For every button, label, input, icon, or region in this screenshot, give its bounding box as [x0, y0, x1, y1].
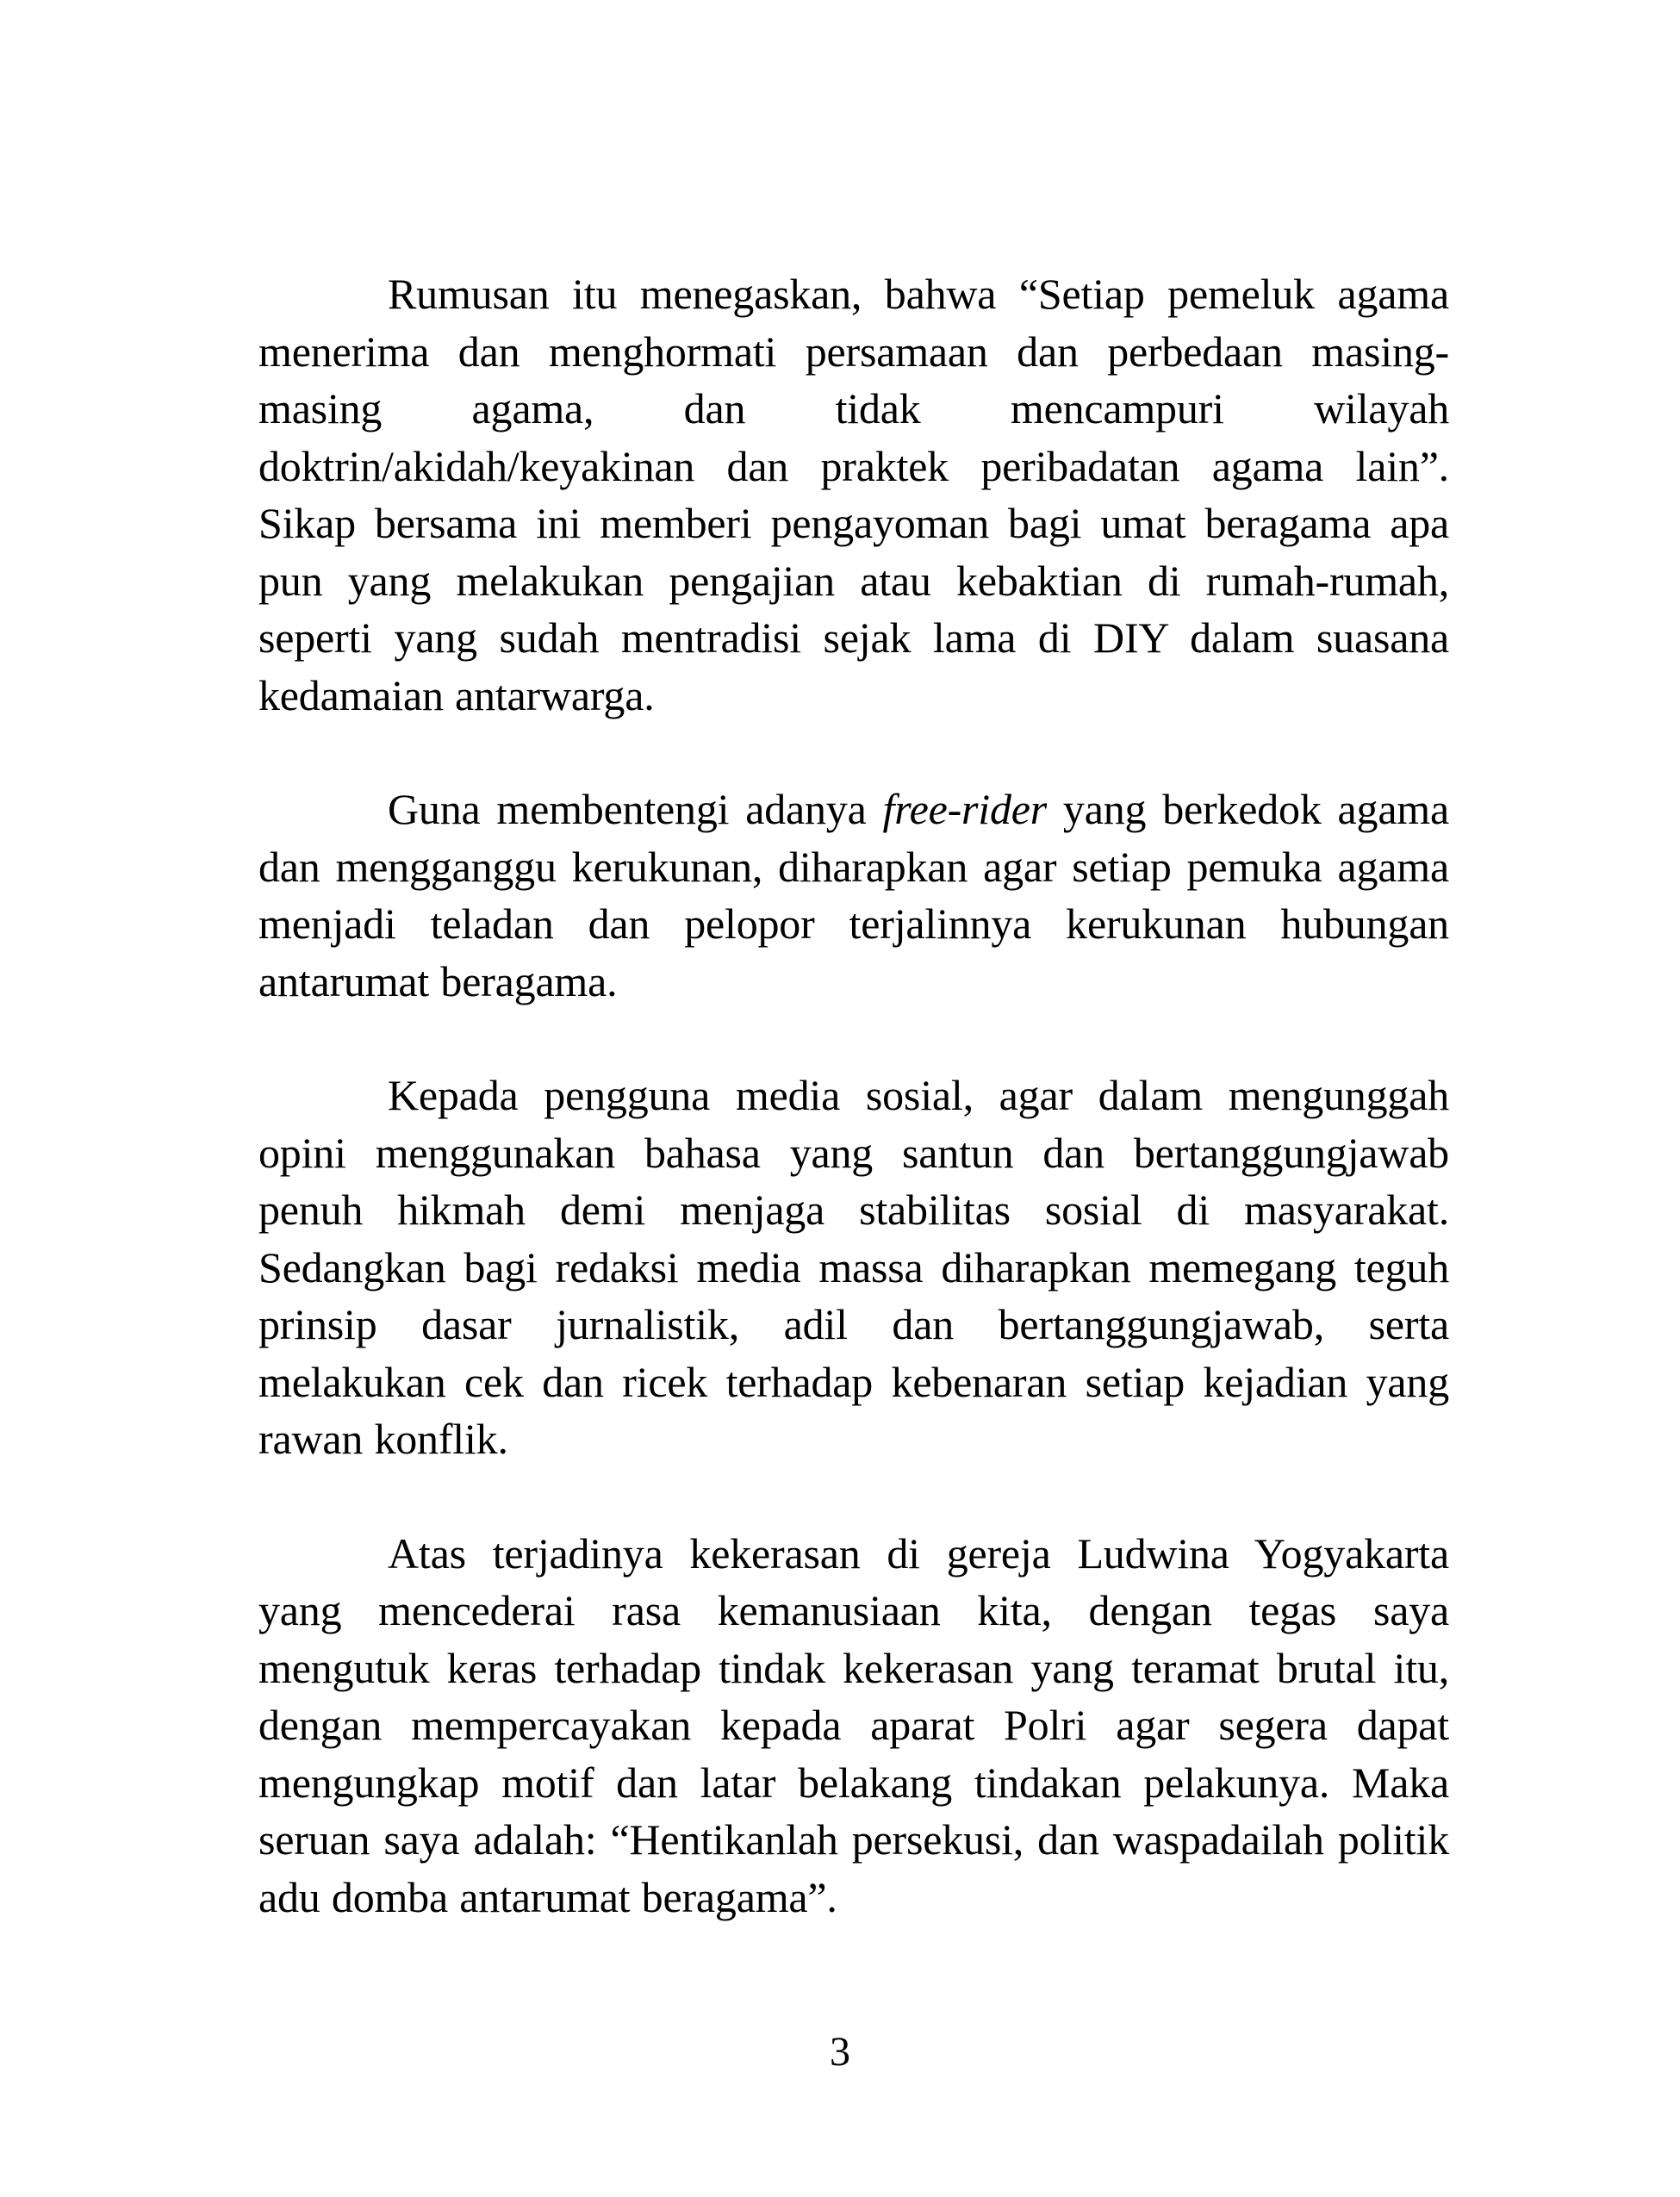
paragraph-rumusan: Rumusan itu menegaskan, bahwa “Setiap pemeluk agama menerima dan menghormati persamaan dan perbedaan masing-masing agama, dan tidak mencampuri wilayah doktrin/akidah/keyakinan dan praktek peribadatan agama lain”. Sikap bersama ini memberi pengayoman bagi umat beragama apa pun yang melakukan pengajian atau kebaktian di rumah-rumah, seperti yang sudah mentradisi sejak lama di DIY dalam suasana kedamaian antarwarga.: [258, 270, 1449, 719]
paragraph-media-sosial: Kepada pengguna media sosial, agar dalam mengunggah opini menggunakan bahasa yang santun dan bertanggungjawab penuh hikmah demi menjaga stabilitas sosial di masyarakat. Sedangkan bagi redaksi media massa diharapkan memegang teguh prinsip dasar jurnalistik, adil dan bertanggungjawab, serta melakukan cek dan ricek terhadap kebenaran setiap kejadian yang rawan konflik.: [258, 1071, 1449, 1463]
paragraph-free-rider-rest: yang berkedok agama dan mengganggu kerukunan, diharapkan agar setiap pemuka agama menjadi teladan dan pelopor terjalinnya kerukunan hubungan antarumat beragama.: [258, 785, 1449, 1005]
paragraph-free-rider: [258, 781, 1449, 1010]
page-number: 3: [830, 2029, 850, 2075]
document-page-body: [258, 265, 1449, 1926]
italic-term-free-rider: free-rider: [882, 785, 1048, 833]
paragraph-free-rider-lead: Guna membentengi adanya: [388, 785, 883, 833]
paragraph-ludwina: Atas terjadinya kekerasan di gereja Ludwina Yogyakarta yang mencederai rasa kemanusiaan kita, dengan tegas saya mengutuk keras terhadap tindak kekerasan yang teramat brutal itu, dengan mempercayakan kepada aparat Polri agar segera dapat mengungkap motif dan latar belakang tindakan pelakunya. Maka seruan saya adalah: “Hentikanlah persekusi, dan waspadailah politik adu domba antarumat beragama”.: [258, 1528, 1449, 1921]
